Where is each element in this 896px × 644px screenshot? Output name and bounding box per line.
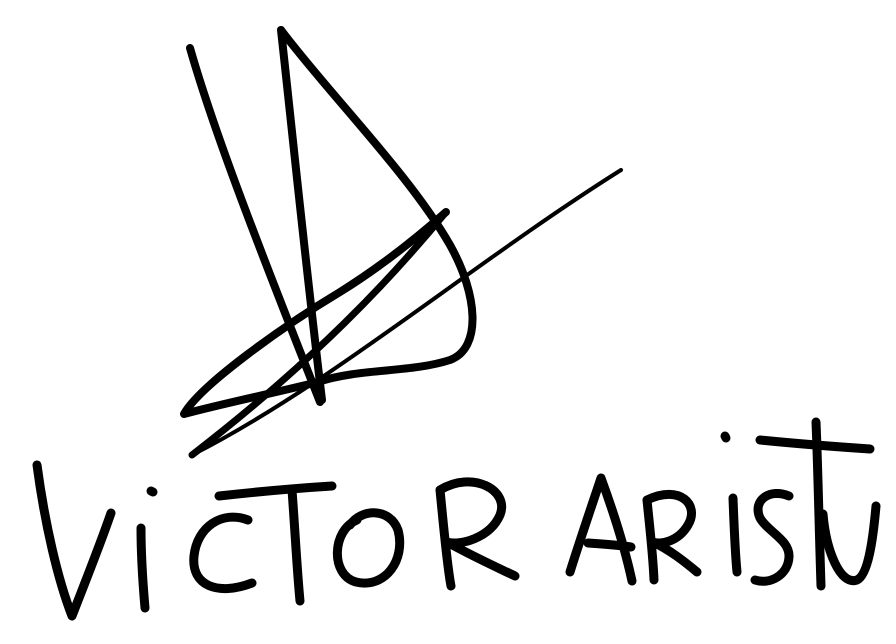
signature-name-strokes xyxy=(37,422,876,616)
letter-i-stem xyxy=(141,528,145,608)
letter-i-second-dot xyxy=(725,436,726,438)
letter-o xyxy=(337,513,399,583)
letter-v xyxy=(37,465,111,616)
letter-i-second-stem xyxy=(733,498,737,572)
letter-a xyxy=(570,478,632,581)
signature-flourish xyxy=(184,30,621,455)
letter-t-bar xyxy=(219,486,332,496)
letter-i-dot xyxy=(151,491,153,492)
letter-c xyxy=(194,517,252,588)
flourish-loop-stroke xyxy=(184,30,473,414)
letter-r xyxy=(440,482,515,586)
letter-t-stem xyxy=(292,490,300,601)
letter-u xyxy=(823,506,876,581)
letter-s xyxy=(755,493,789,581)
letter-r-second xyxy=(647,494,697,580)
letter-t-second-stem xyxy=(816,422,821,586)
flourish-cross-stroke-thin xyxy=(192,170,621,455)
